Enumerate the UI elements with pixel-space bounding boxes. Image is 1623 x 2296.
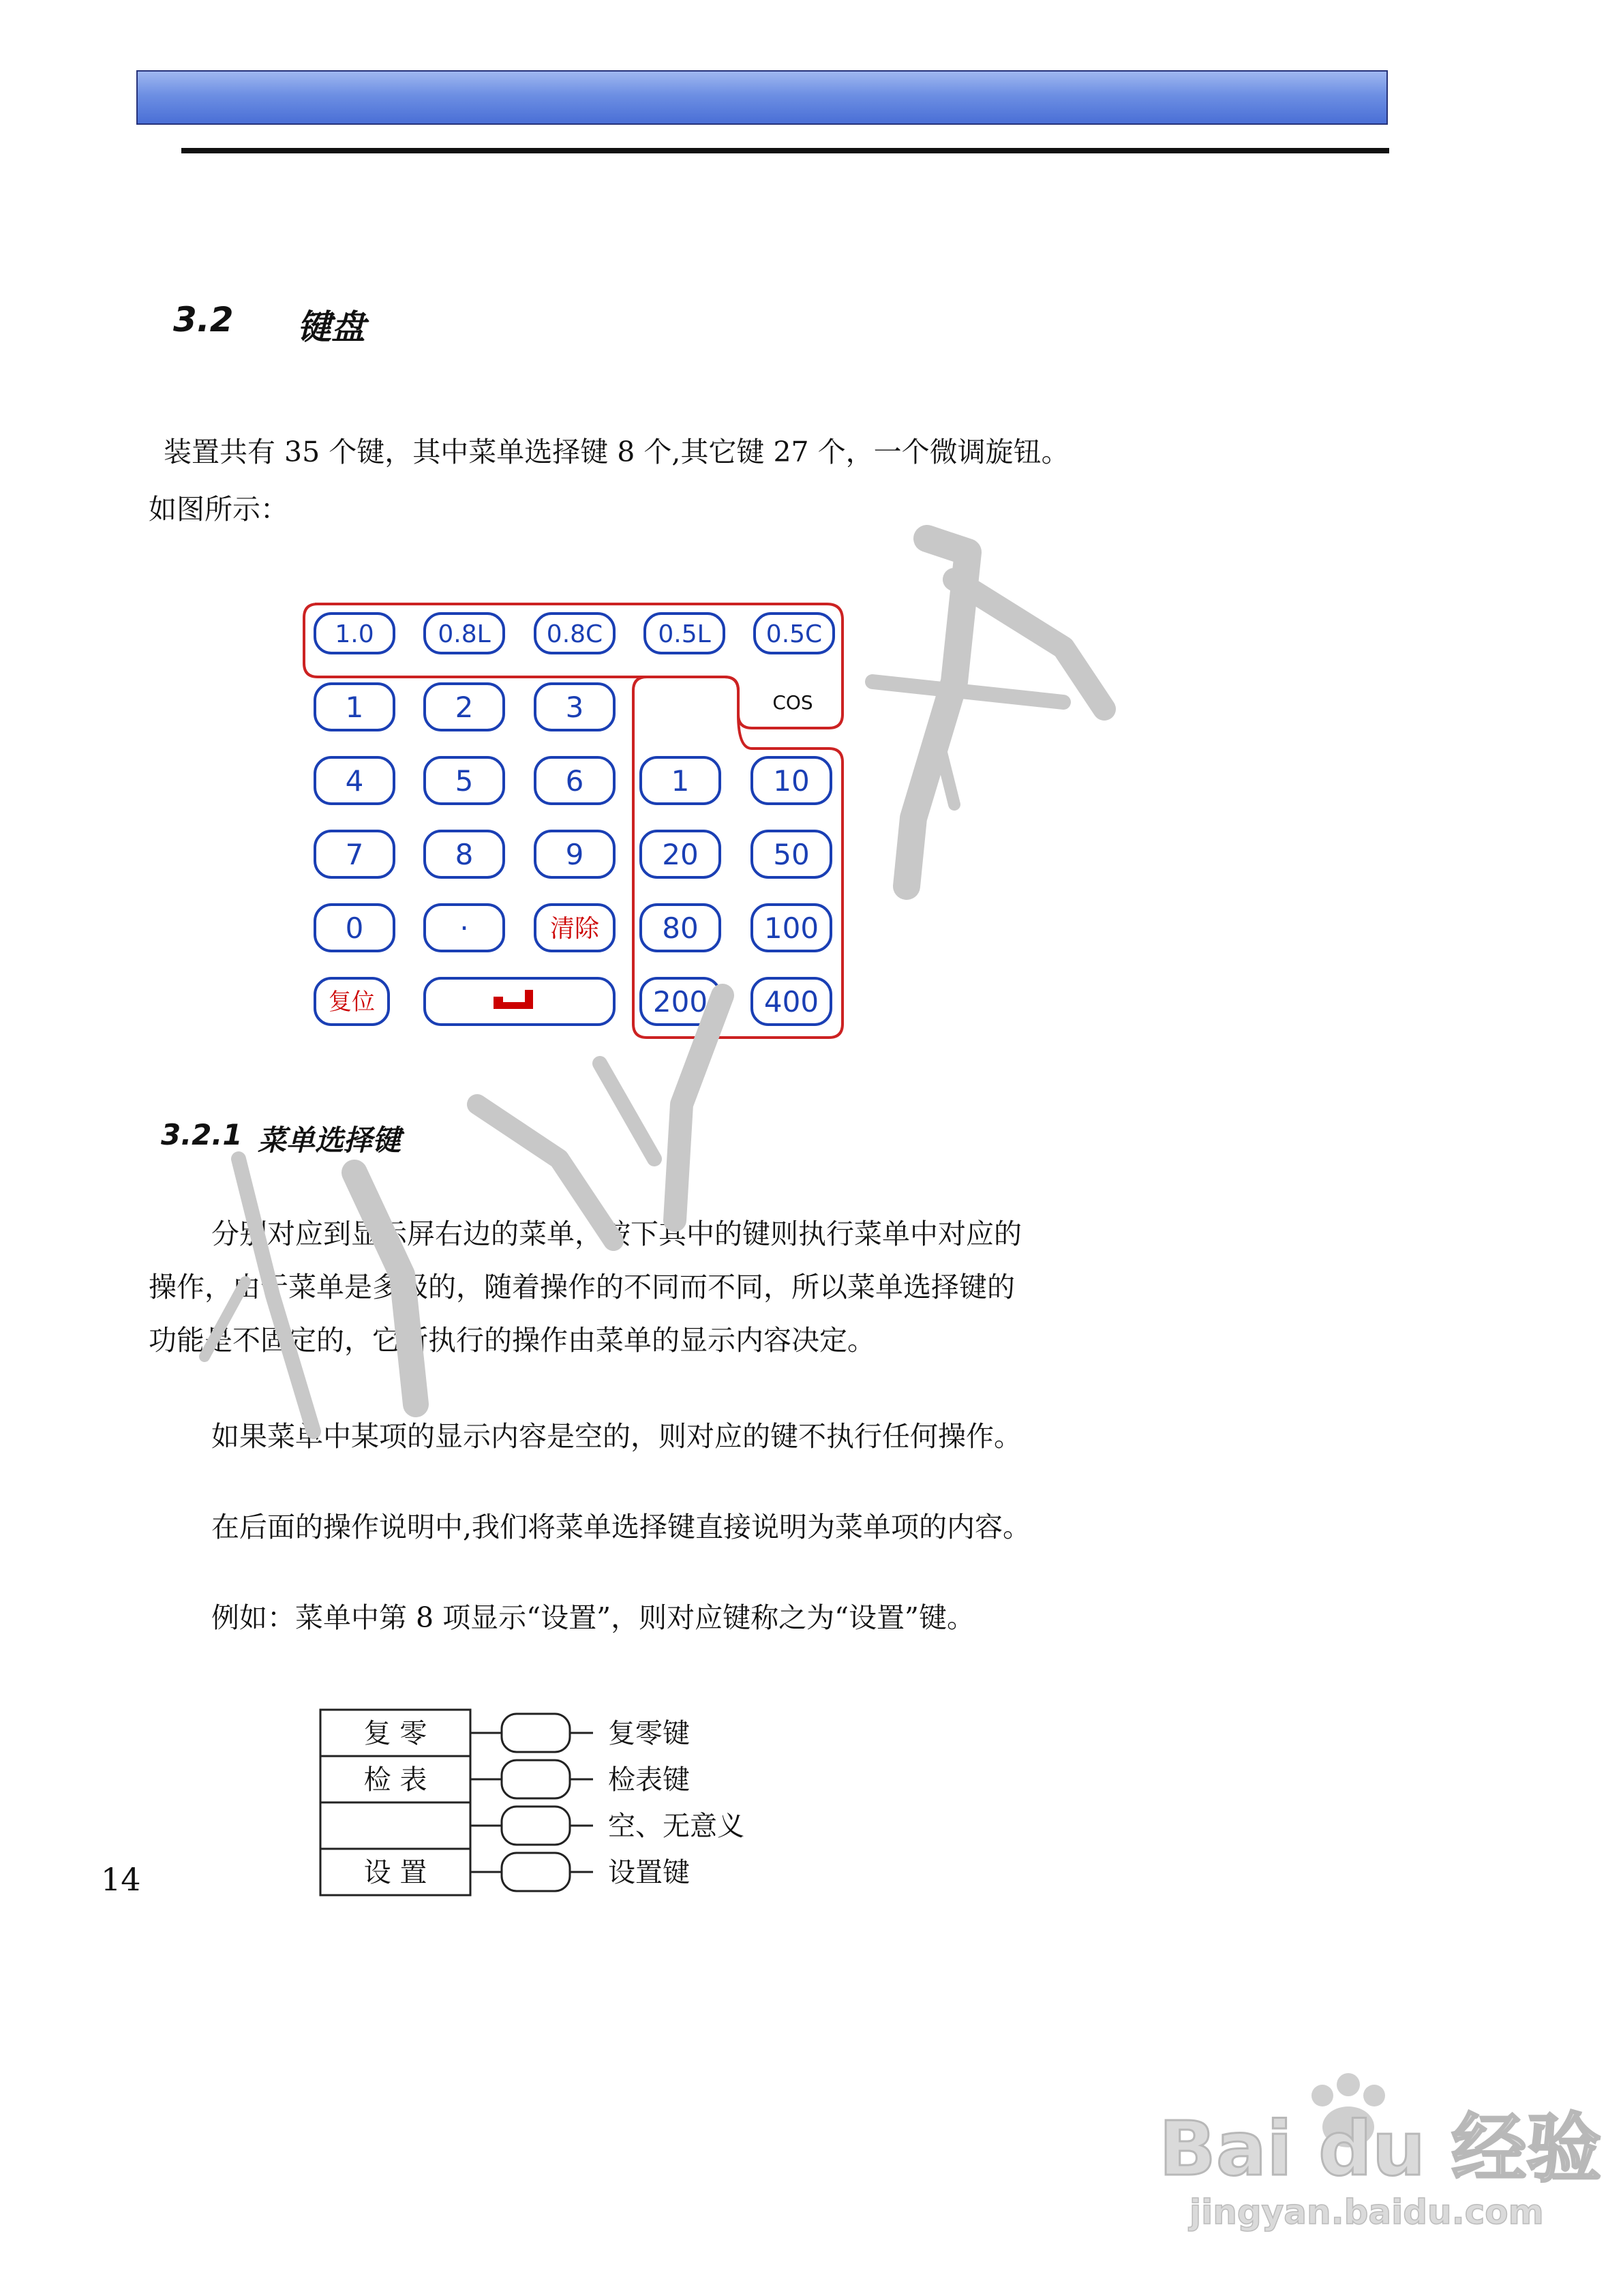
num-key-3-2-label: 清除: [549, 914, 600, 943]
menu-key-label-3: 空、无意义: [608, 1811, 744, 1842]
num-key-2-1-label: 8: [455, 838, 474, 872]
pf-key-3-label: 0.8C: [546, 620, 603, 648]
baidu-logo: [1159, 2073, 1601, 2232]
menu-key-label-2: 检表键: [608, 1764, 690, 1796]
paragraph-3: 在后面的操作说明中,我们将菜单选择键直接说明为菜单项的内容。: [211, 1511, 1031, 1543]
subsection-title: 菜单选择键: [258, 1123, 401, 1157]
num-key-0-2-label: 3: [565, 691, 584, 725]
pf-key-4-label: 0.5L: [658, 620, 711, 648]
num-key-1-2-label: 6: [565, 764, 584, 798]
num-key-1-1-label: 5: [455, 764, 474, 798]
subsection-number: 3.2.1: [161, 1118, 243, 1151]
menu-item-1: 复 零: [363, 1718, 427, 1749]
value-key-400-label: 400: [763, 985, 819, 1019]
value-key-80-label: 80: [662, 911, 699, 946]
page-number: 14: [101, 1861, 141, 1898]
num-key-2-2-label: 9: [565, 838, 584, 872]
paragraph-1-line-1: 分别对应到显示屏右边的菜单，按下其中的键则执行菜单中对应的: [211, 1218, 1022, 1250]
paragraph-2: 如果菜单中某项的显示内容是空的，则对应的键不执行任何操作。: [211, 1420, 1022, 1453]
calligraphy-watermark: [204, 539, 1104, 1432]
baidu-brand-text: Bai du 经验: [1159, 2105, 1602, 2192]
intro-line-2: 如图所示：: [149, 493, 288, 526]
num-key-1-0-label: 4: [345, 764, 364, 798]
intro-line-1: 装置共有 35 个键，其中菜单选择键 8 个,其它键 27 个，一个微调旋钮。: [164, 436, 1070, 468]
section-title: 键盘: [297, 307, 365, 347]
value-key-200-label: 200: [652, 985, 708, 1019]
paragraph-1-line-2: 操作，由于菜单是多级的，随着操作的不同而不同，所以菜单选择键的: [149, 1271, 1015, 1303]
menu-key-label-4: 设置键: [608, 1857, 690, 1888]
num-key-3-0-label: 0: [345, 911, 364, 946]
num-key-3-1-label: ·: [459, 911, 469, 946]
pf-key-1-label: 1.0: [335, 620, 374, 648]
paragraph-1-line-3: 功能是不固定的，它所执行的操作由菜单的显示内容决定。: [149, 1324, 875, 1357]
pf-key-5-label: 0.5C: [765, 620, 823, 648]
num-key-2-0-label: 7: [345, 838, 364, 872]
section-number: 3.2: [173, 300, 234, 339]
pf-key-2-label: 0.8L: [438, 620, 491, 648]
menu-key-label-1: 复零键: [608, 1718, 690, 1749]
value-key-100-label: 100: [763, 911, 819, 946]
value-key-10-label: 10: [773, 764, 810, 798]
num-key-0-1-label: 2: [455, 691, 474, 725]
paragraph-4: 例如：菜单中第 8 项显示“设置”，则对应键称之为“设置”键。: [211, 1601, 975, 1634]
baidu-url-text: jingyan.baidu.com: [1189, 2192, 1544, 2232]
cos-label: COS: [772, 691, 813, 714]
reset-key-label: 复位: [329, 988, 375, 1016]
menu-item-2: 检 表: [363, 1764, 427, 1796]
num-key-0-0-label: 1: [345, 691, 364, 725]
value-key-20-label: 20: [662, 838, 699, 872]
menu-item-4: 设 置: [363, 1857, 427, 1888]
value-key-50-label: 50: [773, 838, 810, 872]
value-key-1-label: 1: [671, 764, 690, 798]
